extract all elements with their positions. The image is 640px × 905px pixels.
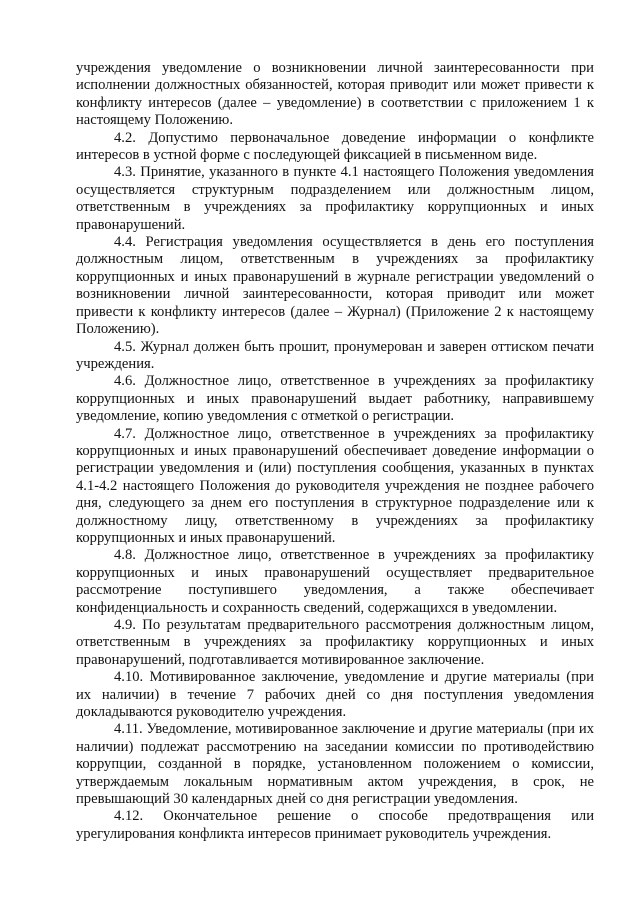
paragraph-4-3: 4.3. Принятие, указанного в пункте 4.1 настоящего Положения уведомления осуществляется структурным подразделением или должностным лицом, ответственным в учреждениях за профилактику коррупционных и иных правонарушений.: [76, 164, 594, 233]
paragraph-4-2: 4.2. Допустимо первоначальное доведение информации о конфликте интересов в устной форме с последующей фиксацией в письменном виде.: [76, 129, 594, 164]
paragraph-4-5: 4.5. Журнал должен быть прошит, пронумерован и заверен оттиском печати учреждения.: [76, 338, 594, 372]
paragraph-4-11: 4.11. Уведомление, мотивированное заключение и другие материалы (при их наличии) подлежат рассмотрению на заседании комиссии по противодействию коррупции, созданной в порядке, установленном положением о комиссии, утверждаемым локальным нормативным актом учреждения, в срок, не превышающий 30 календарных дней со дня регистрации уведомления.: [76, 721, 594, 808]
paragraph-4-6: 4.6. Должностное лицо, ответственное в учреждениях за профилактику коррупционных и иных правонарушений выдает работнику, направившему уведомление, копию уведомления с отметкой о регистрации.: [76, 373, 594, 425]
paragraph-4-12: 4.12. Окончательное решение о способе предотвращения или урегулирования конфликта интересов принимает руководитель учреждения.: [76, 808, 594, 842]
paragraph-4-10: 4.10. Мотивированное заключение, уведомление и другие материалы (при их наличии) в течение 7 рабочих дней со дня поступления уведомления докладываются руководителю учреждения.: [76, 669, 594, 721]
paragraph-4-1-continuation: учреждения уведомление о возникновении личной заинтересованности при исполнении должностных обязанностей, которая приводит или может привести к конфликту интересов (далее – уведомление) в соответствии с приложением 1 к настоящему Положению.: [76, 60, 594, 129]
paragraph-4-4: 4.4. Регистрация уведомления осуществляется в день его поступления должностным лицом, ответственным в учреждениях за профилактику коррупционных и иных правонарушений в журнале регистрации уведомлений о возникновении личной заинтересованности, которая приводит или может привести к конфликту интересов (далее – Журнал) (Приложение 2 к настоящему Положению).: [76, 234, 594, 338]
paragraph-4-9: 4.9. По результатам предварительного рассмотрения должностным лицом, ответственным в учреждениях за профилактику коррупционных и иных правонарушений, подготавливается мотивированное заключение.: [76, 617, 594, 668]
paragraph-4-7: 4.7. Должностное лицо, ответственное в учреждениях за профилактику коррупционных и иных правонарушений обеспечивает доведение информации о регистрации уведомления и (или) поступления сообщения, указанных в пунктах 4.1-4.2 настоящего Положения до руководителя учреждения не позднее рабочего дня, следующего за днем его поступления в структурное подразделение или к должностному лицу, ответственному в учреждениях за профилактику коррупционных и иных правонарушений.: [76, 425, 594, 546]
paragraph-4-8: 4.8. Должностное лицо, ответственное в учреждениях за профилактику коррупционных и иных правонарушений осуществляет предварительное рассмотрение поступившего уведомления, а также обеспечивает конфиденциальность и сохранность сведений, содержащихся в уведомлении.: [76, 547, 594, 616]
